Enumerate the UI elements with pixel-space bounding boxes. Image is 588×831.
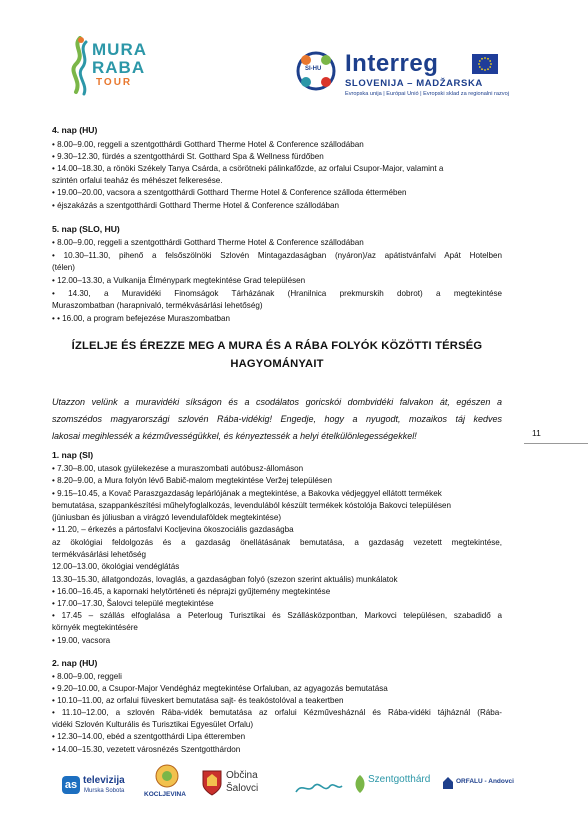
footer-logos: [62, 764, 532, 808]
day4-title: 4. nap (HU): [52, 125, 98, 135]
televizija-name: televizija: [83, 775, 125, 786]
interreg-fund: Evropska unija | Európai Unió | Evropski sklad za regionalni razvoj: [345, 91, 509, 97]
day1-line: • 16.00–16.45, a kapornaki helytörténeti és néprajzi gyűjtemény megtekintése: [52, 587, 331, 596]
obcina-label: Občina: [226, 770, 258, 781]
day1-line: • 7.30–8.00, utasok gyülekezése a muraszombati autóbusz-állomáson: [52, 464, 304, 473]
orfalu-logo: [442, 776, 532, 796]
day4-line: • 8.00–9.00, reggeli a szentgotthárdi Gotthard Therme Hotel & Conference szállodában: [52, 140, 364, 149]
day2-title: 2. nap (HU): [52, 658, 98, 668]
szentgotthard-name: Szentgotthárd: [368, 774, 431, 785]
section-heading-line1: ÍZLELJE ÉS ÉREZZE MEG A MURA ÉS A RÁBA FOLYÓK KÖZÖTTI TÉRSÉG: [71, 340, 483, 352]
day2-line: • 8.00–9.00, reggeli: [52, 672, 122, 681]
day1-line: • 17.45 – szállás elfoglalása a Peterloug Turisztikai és Szállásközpontban, Markovci településen, szabadidő a: [52, 611, 502, 620]
day1-line: 12.00–13.00, ökológiai vendéglátás: [52, 562, 180, 571]
page-number-rule: [524, 443, 588, 444]
day2-line: vidéki Szlovén Kulturális és Turisztikai Egyesület Orfalu): [52, 720, 254, 729]
day2-line: • 11.10–12.00, a szlovén Rába-vidék bemutatása az orfalui Kézművesháznál és Rába-vidéki tájháznál (Rába-: [52, 708, 502, 717]
day5-title: 5. nap (SLO, HU): [52, 224, 120, 234]
as-badge: as: [62, 776, 80, 794]
day4-line: • 9.30–12.30, fürdés a szentgotthárdi St. Gotthard Spa & Wellness fürdőben: [52, 152, 324, 161]
day1-line: • 17.00–17.30, Šalovci települé megtekintése: [52, 599, 214, 608]
day1-line: környék megtekintésére: [52, 623, 138, 632]
day4-line: szintén orfalui teaház és méhészet felkeresése.: [52, 176, 223, 185]
intro-line: Utazzon velünk a muravidéki síkságon és a csodálatos goricskói dombvidéki falvakon át, egészen a: [52, 397, 502, 407]
interreg-logo: [292, 50, 507, 110]
mura-raba-tour-logo: [66, 36, 156, 100]
kocljevina-logo: [144, 764, 190, 808]
page-number: 11: [532, 428, 541, 438]
day1-line: 13.30–15.30, állatgondozás, lovaglás, a gazdaságban folyó (szezon szerint aktuális) munkálatok: [52, 575, 398, 584]
orfalu-name: ORFALU - Andovci: [456, 778, 514, 785]
orfalu-house-icon: [442, 776, 454, 790]
day1-line: termékvásárlási lehetőség: [52, 550, 147, 559]
salovci-crest-icon: [202, 770, 222, 796]
day5-line: • 12.00–13.30, a Vulkanija Élménypark megtekintése Grad településen: [52, 276, 306, 285]
day5-line: Muraszombatban (harapnivaló, termékvásárlási lehetőség): [52, 301, 263, 310]
peterloug-logo: [294, 778, 344, 798]
day4-line: • 14.00–18.30, a rönöki Székely Tanya Csárda, a csörötneki pálinkafőzde, az orfalui Csupor-Major, valamint a: [52, 164, 444, 173]
salovci-logo: [202, 768, 272, 808]
day1-line: (júniusban és júliusban a virágzó levendulaföldek megtekintése): [52, 513, 282, 522]
peterloug-script-icon: [294, 778, 344, 798]
interreg-programme: SLOVENIJA – MADŽARSKA: [345, 78, 483, 89]
day1-line: bemutatása, szappankészítési műhelyfoglalkozás, levendulából készült termékek kóstolója Bakovci településen: [52, 501, 452, 510]
szentgotthard-leaf-icon: [352, 774, 368, 794]
kocljevina-circle-icon: [155, 764, 179, 788]
interreg-wordmark: Interreg: [345, 50, 439, 77]
si-hu-label: SI-HU: [305, 66, 322, 72]
logo-word-mura: MURA: [92, 40, 147, 59]
day1-line: • 8.20–9.00, a Mura folyón lévő Babič-malom megtekintése Veržej településen: [52, 476, 332, 485]
day1-line: • 11.20, – érkezés a pártosfalvi Kocljevina ökoszociális gazdaságba: [52, 525, 294, 534]
day1-title: 1. nap (SI): [52, 450, 94, 460]
day5-line: • • 16.00, a program befejezése Muraszombatban: [52, 314, 230, 323]
eu-stars-icon: [472, 54, 498, 74]
logo-word-raba: RABA: [92, 58, 146, 77]
day4-line: • éjszakázás a szentgotthárdi Gotthard Therme Hotel & Conference szállodában: [52, 201, 340, 210]
televizija-logo: [62, 774, 140, 804]
day4-line: • 19.00–20.00, vacsora a szentgotthárdi Gotthard Therme Hotel & Conference szálloda éttermében: [52, 188, 407, 197]
logo-word-tour: TOUR: [96, 77, 133, 88]
section-heading-line2: HAGYOMÁNYAIT: [230, 358, 324, 370]
day2-line: • 14.00–15.30, vezetett városnézés Szentgotthárdon: [52, 745, 241, 754]
day1-line: • 19.00, vacsora: [52, 636, 111, 645]
salovci-label: Šalovci: [226, 783, 259, 794]
day1-line: az ökológiai feldolgozás és a gazdaság önellátásának bemutatása, a gazdaság vezetett megtekintése,: [52, 538, 502, 547]
day1-line: • 9.15–10.45, a Kovač Paraszgazdaság lepárlójának a megtekintése, a Bakovka védjeggyel ellátott termékek: [52, 489, 442, 498]
day5-line: • 14.30, a Muravidéki Finomságok Tárházának (Hranilnica prekmurskih dobrot) a megtekintése: [52, 289, 502, 298]
intro-line: szomszédos magyarországi szlovén Rába-vidékig! Engedje, hogy a nyugodt, mozaikos táj kedves: [52, 414, 502, 424]
intro-line: lakosai megihlessék a kézművességükkel, és kényeztessék a helyi ételkülönlegességekkel!: [52, 431, 417, 441]
eu-flag: [472, 54, 498, 74]
day2-line: • 9.20–10.00, a Csupor-Major Vendégház megtekintése Orfaluban, az agyagozás bemutatása: [52, 684, 388, 693]
day5-line: (télen): [52, 263, 75, 272]
day5-line: • 10.30–11.30, pihenő a felsőszölnöki Szlovén Mintagazdaságban (nyáron)/az apátistvánfalvi Apát Hotelben: [52, 251, 502, 260]
day2-line: • 10.10–11.00, az orfalui füveskert bemutatása sajt- és teakóstolóval a teakertben: [52, 696, 344, 705]
day2-line: • 12.30–14.00, ebéd a szentgotthárdi Lipa étteremben: [52, 732, 246, 741]
televizija-sub: Murska Sobota: [84, 788, 125, 794]
day5-line: • 8.00–9.00, reggeli a szentgotthárdi Gotthard Therme Hotel & Conference szállodában: [52, 238, 364, 247]
szentgotthard-logo: [352, 772, 442, 802]
kocljevina-name: KOCLJEVINA: [144, 791, 186, 798]
